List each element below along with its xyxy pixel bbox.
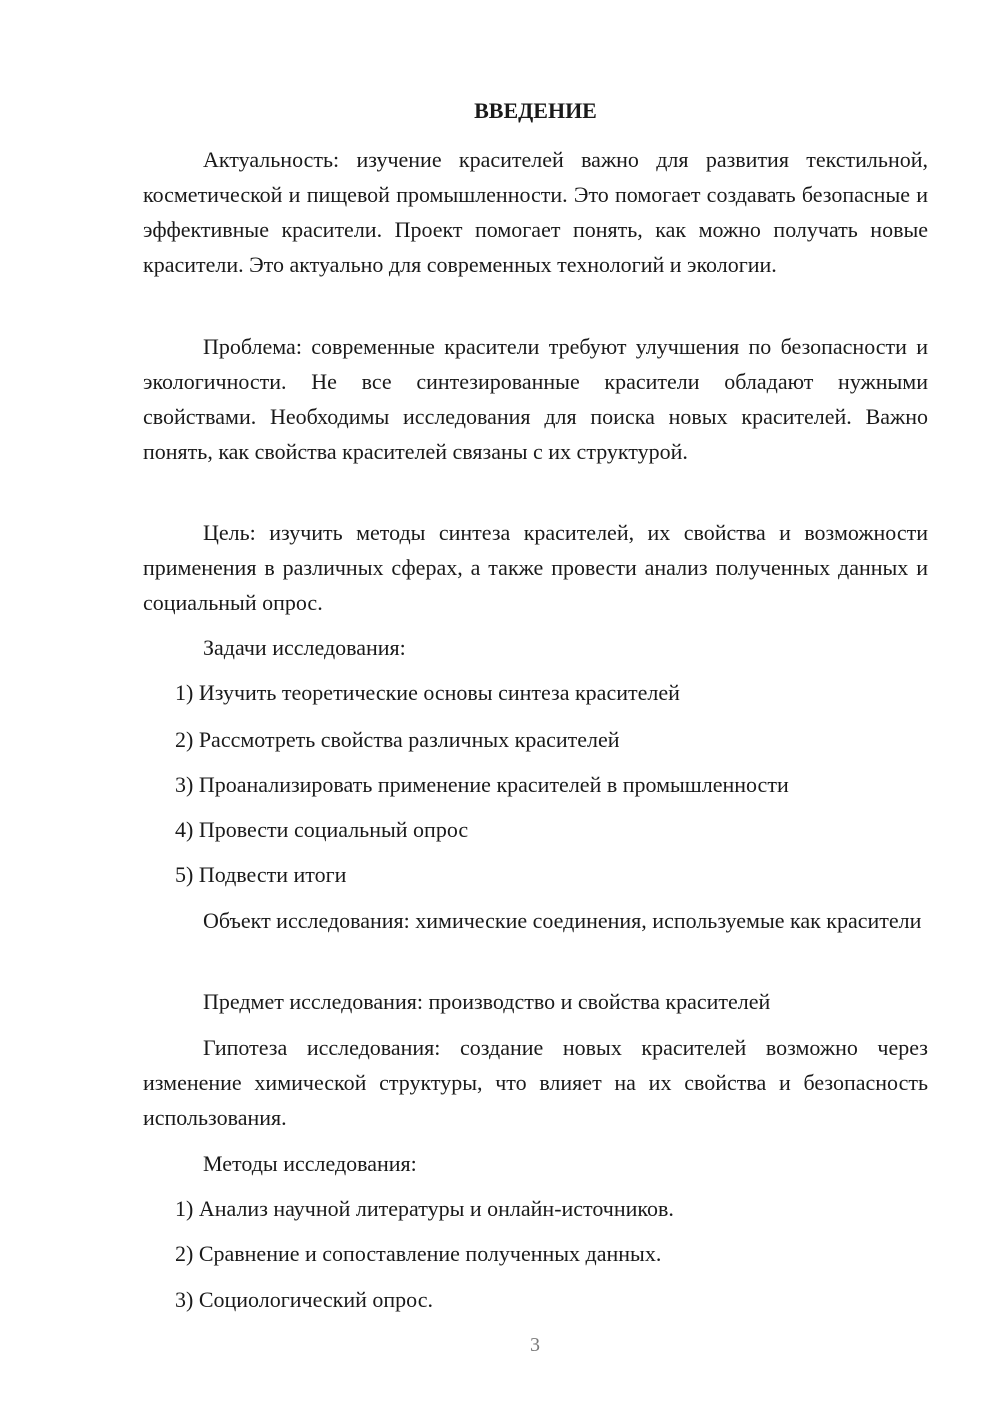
method-item: 2) Сравнение и сопоставление полученных данных. (175, 1241, 662, 1266)
method-item: 3) Социологический опрос. (175, 1287, 433, 1312)
page-number: 3 (530, 1334, 540, 1356)
task-item: 1) Изучить теоретические основы синтеза красителей (175, 680, 680, 705)
page-title: ВВЕДЕНИЕ (474, 98, 597, 123)
relevance-paragraph: Актуальность: изучение красителей важно для развития текстильной, косметической и пищевой промышленности. Это помогает создавать безопасные и эффективные красители. Проект помогает понять, как можно получать новые красители. Это актуально для современных технологий и экологии. (143, 147, 928, 277)
task-item: 2) Рассмотреть свойства различных красителей (175, 727, 620, 752)
method-item: 1) Анализ научной литературы и онлайн-источников. (175, 1196, 674, 1221)
task-item: 4) Провести социальный опрос (175, 817, 469, 842)
tasks-heading: Задачи исследования: (203, 635, 406, 660)
task-item: 5) Подвести итоги (175, 862, 347, 887)
hypothesis-paragraph: Гипотеза исследования: создание новых красителей возможно через изменение химической структуры, что влияет на их свойства и безопасность использования. (143, 1035, 928, 1130)
object-paragraph: Объект исследования: химические соединения, используемые как красители (203, 908, 922, 933)
goal-paragraph: Цель: изучить методы синтеза красителей, их свойства и возможности применения в различных сферах, а также провести анализ полученных данных и социальный опрос. (143, 520, 928, 615)
task-item: 3) Проанализировать применение красителей в промышленности (175, 772, 789, 797)
subject-line: Предмет исследования: производство и свойства красителей (203, 989, 771, 1014)
methods-heading: Методы исследования: (203, 1151, 417, 1176)
problem-paragraph: Проблема: современные красители требуют улучшения по безопасности и экологичности. Не все синтезированные красители обладают нужными свойствами. Необходимы исследования для поиска новых красителей. Важно понять, как свойства красителей связаны с их структурой. (143, 334, 928, 464)
